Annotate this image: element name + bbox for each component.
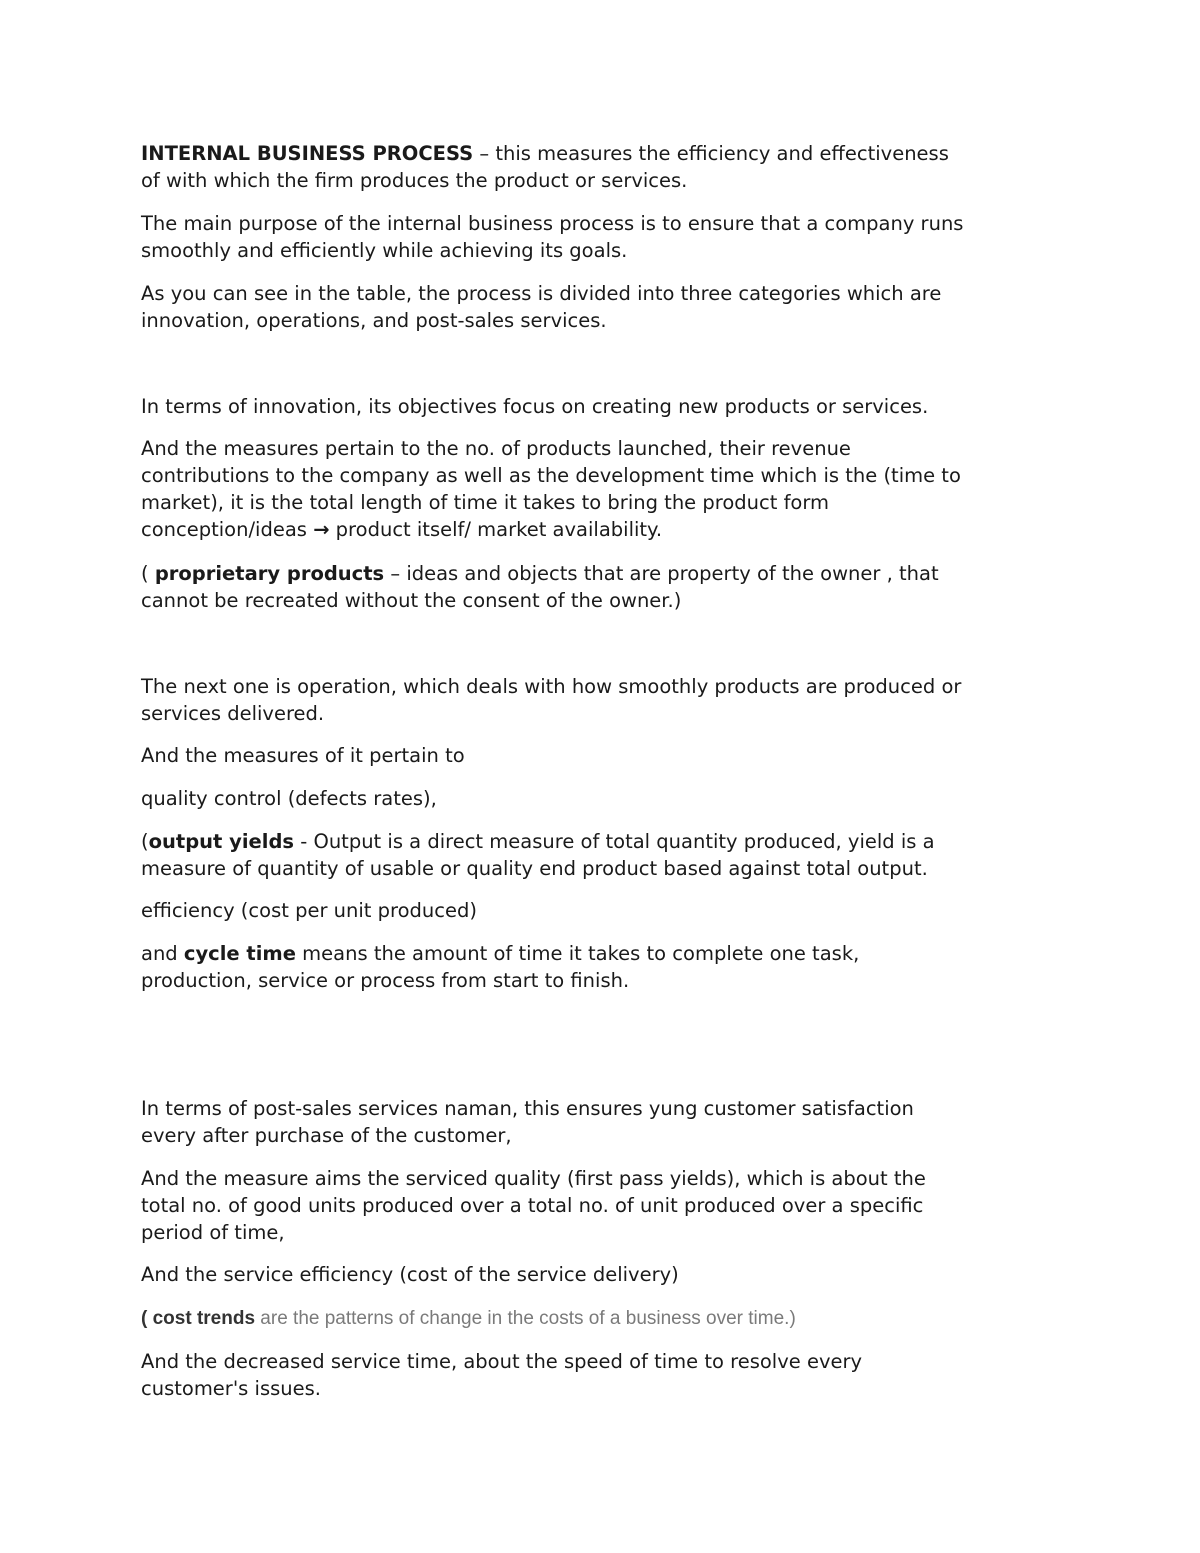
text-line: The main purpose of the internal business process is to ensure that a company runs	[141, 212, 964, 235]
text-span: are the patterns of change in the costs of a business over time.)	[255, 1308, 796, 1329]
paragraph-service-efficiency	[141, 1261, 1061, 1288]
text-span: means the amount of time it takes to complete one task,	[295, 942, 860, 965]
paragraph-cost-trends	[141, 1305, 1061, 1332]
term-cycle-time: cycle time	[183, 942, 296, 965]
text-line	[141, 940, 1061, 967]
text-line: efficiency (cost per unit produced)	[141, 899, 477, 922]
text-span: conception/ideas	[141, 518, 314, 541]
text-line: And the measure aims the serviced quality (first pass yields), which is about the	[141, 1167, 926, 1190]
paragraph-categories	[141, 280, 1061, 334]
text-span: product itself/ market availability.	[329, 518, 663, 541]
text-line: every after purchase of the customer,	[141, 1124, 512, 1147]
heading-term: INTERNAL BUSINESS PROCESS	[141, 142, 474, 165]
text-line: And the measures pertain to the no. of products launched, their revenue	[141, 437, 851, 460]
text-line: And the decreased service time, about the speed of time to resolve every	[141, 1350, 863, 1373]
text-span: – ideas and objects that are property of the owner , that	[384, 562, 939, 585]
paragraph-quality-control	[141, 785, 1061, 812]
text-line: period of time,	[141, 1221, 285, 1244]
text-line: And the service efficiency (cost of the service delivery)	[141, 1263, 679, 1286]
paragraph-internal-business-process	[141, 140, 1061, 194]
arrow-right-icon: →	[313, 518, 330, 541]
paragraph-innovation	[141, 393, 1061, 420]
text-line	[141, 516, 1061, 543]
paragraph-output-yields	[141, 828, 1061, 882]
paragraph-serviced-quality	[141, 1165, 1061, 1246]
text-line: innovation, operations, and post-sales services.	[141, 309, 607, 332]
paragraph-post-sales	[141, 1095, 1061, 1149]
text-line: market), it is the total length of time it takes to bring the product form	[141, 491, 830, 514]
text-line: of with which the firm produces the product or services.	[141, 169, 688, 192]
text-span: (	[141, 830, 149, 853]
paragraph-innovation-measures	[141, 435, 1061, 543]
text-line: quality control (defects rates),	[141, 787, 437, 810]
text-span: – this measures the efficiency and effectiveness	[473, 142, 949, 165]
text-line: customer's issues.	[141, 1377, 321, 1400]
paragraph-decreased-service-time	[141, 1348, 1061, 1402]
paragraph-operation-measures	[141, 742, 1061, 769]
text-span: (	[141, 1308, 153, 1329]
text-line: contributions to the company as well as the development time which is the (time to	[141, 464, 961, 487]
text-span: - Output is a direct measure of total quantity produced, yield is a	[294, 830, 935, 853]
text-line: services delivered.	[141, 702, 325, 725]
text-line: In terms of innovation, its objectives focus on creating new products or services.	[141, 395, 929, 418]
paragraph-operation	[141, 673, 1061, 727]
text-line: And the measures of it pertain to	[141, 744, 465, 767]
text-line	[141, 1305, 1061, 1332]
paragraph-proprietary-products	[141, 560, 1061, 614]
text-line: cannot be recreated without the consent of the owner.)	[141, 589, 682, 612]
term-cost-trends: cost trends	[152, 1308, 256, 1329]
text-line	[141, 560, 1061, 587]
paragraph-cycle-time	[141, 940, 1061, 994]
text-line: In terms of post-sales services naman, this ensures yung customer satisfaction	[141, 1097, 914, 1120]
text-line	[141, 828, 1061, 855]
text-line: As you can see in the table, the process is divided into three categories which are	[141, 282, 942, 305]
text-line: total no. of good units produced over a total no. of unit produced over a specific	[141, 1194, 924, 1217]
term-proprietary-products: proprietary products	[154, 562, 385, 585]
text-line: measure of quantity of usable or quality end product based against total output.	[141, 857, 928, 880]
text-span: and	[141, 942, 184, 965]
term-output-yields: output yields	[148, 830, 295, 853]
text-line: The next one is operation, which deals with how smoothly products are produced or	[141, 675, 962, 698]
text-line: production, service or process from start to finish.	[141, 969, 630, 992]
paragraph-main-purpose	[141, 210, 1061, 264]
text-line: smoothly and efficiently while achieving its goals.	[141, 239, 628, 262]
text-span: (	[141, 562, 155, 585]
text-line	[141, 140, 1061, 167]
paragraph-efficiency	[141, 897, 1061, 924]
